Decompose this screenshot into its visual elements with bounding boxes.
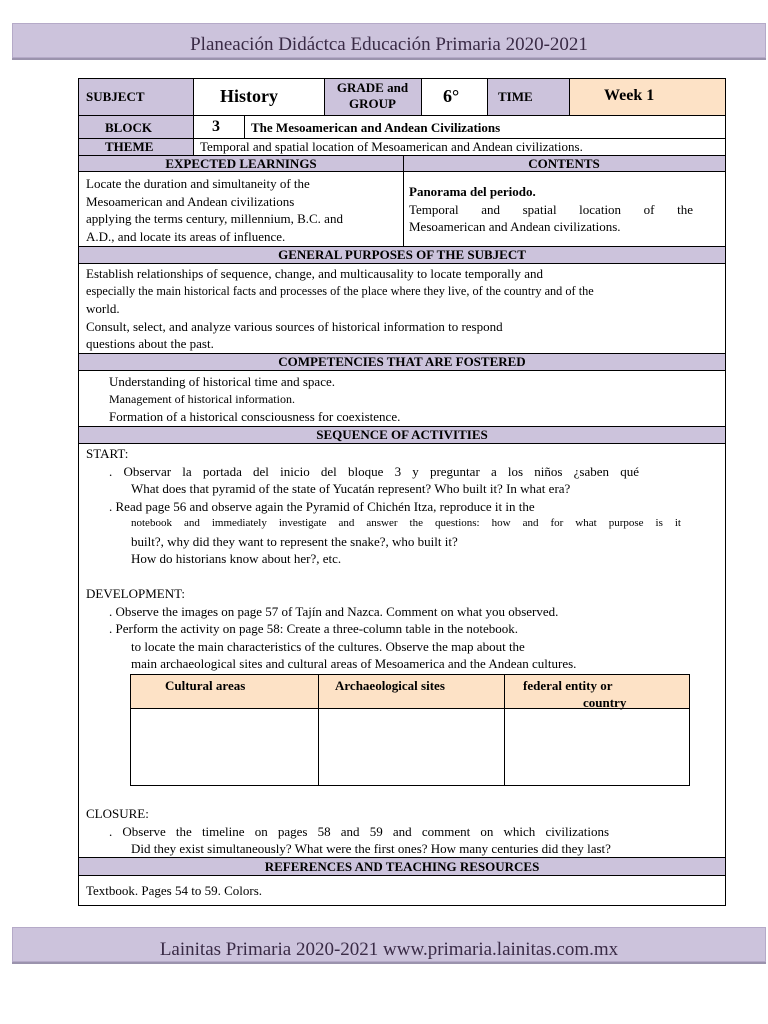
table-cell-archaeological-sites[interactable] bbox=[319, 709, 504, 785]
footer-banner-text: Lainitas Primaria 2020-2021 www.primaria.lainitas.com.mx bbox=[159, 939, 619, 960]
development-line: to locate the main characteristics of the cultures. Observe the map about the bbox=[131, 638, 525, 654]
sequence-heading: SEQUENCE OF ACTIVITIES bbox=[79, 426, 725, 444]
development-line: . Perform the activity on page 58: Create a three-column table in the notebook. bbox=[109, 621, 519, 636]
competency-item: Understanding of historical time and space. bbox=[109, 374, 335, 389]
development-section bbox=[86, 585, 718, 673]
time-value: Week 1 bbox=[604, 87, 655, 104]
learnings-line: Locate the duration and simultaneity of the bbox=[86, 176, 310, 191]
grade-value: 6° bbox=[443, 86, 460, 106]
start-label: START: bbox=[86, 446, 129, 461]
closure-line: . Observe the timeline on pages 58 and 59 and comment on which civilizations bbox=[109, 823, 609, 839]
purposes-line: Establish relationships of sequence, change, and multicausality to locate temporally and bbox=[86, 266, 544, 281]
purposes-line: especially the main historical facts and processes of the place where they live, of the country and of the bbox=[86, 283, 594, 298]
grade-value-cell bbox=[421, 79, 487, 115]
start-section bbox=[86, 445, 718, 568]
development-line: main archaeological sites and cultural areas of Mesoamerica and the Andean cultures. bbox=[131, 656, 577, 671]
time-label-cell bbox=[487, 79, 569, 115]
start-line: What does that pyramid of the state of Yucatán represent? Who built it? In what era? bbox=[131, 481, 571, 496]
start-line: . Observar la portada del inicio del bloque 3 y preguntar a los niños ¿saben qué bbox=[109, 463, 639, 479]
contents-title: Panorama del periodo. bbox=[409, 184, 536, 199]
contents-line: Temporal and spatial location of the bbox=[409, 201, 693, 217]
lesson-plan-table bbox=[78, 78, 726, 906]
grade-label-cell bbox=[324, 79, 421, 115]
contents-heading: CONTENTS bbox=[528, 156, 600, 171]
purposes-text bbox=[86, 265, 718, 353]
closure-section bbox=[86, 805, 718, 858]
cultures-table-header bbox=[131, 675, 689, 709]
block-label: BLOCK bbox=[105, 120, 152, 135]
subject-value-cell bbox=[193, 79, 324, 115]
competencies-list bbox=[109, 373, 709, 426]
time-value-cell bbox=[569, 79, 725, 115]
time-label: TIME bbox=[498, 89, 533, 104]
cultures-table bbox=[130, 674, 690, 786]
subject-label-cell bbox=[79, 79, 193, 115]
col-country: country bbox=[583, 695, 627, 710]
grade-label: GRADE and GROUP bbox=[336, 80, 409, 111]
table-cell-federal-entity[interactable] bbox=[505, 709, 689, 785]
subject-value: History bbox=[220, 86, 278, 106]
development-line: . Observe the images on page 57 of Tajín and Nazca. Comment on what you observed. bbox=[109, 603, 559, 619]
references-heading: REFERENCES AND TEACHING RESOURCES bbox=[79, 857, 725, 876]
contents-line: Mesoamerican and Andean civilizations. bbox=[409, 219, 621, 234]
purposes-line: questions about the past. bbox=[86, 336, 214, 351]
col-cultural-areas: Cultural areas bbox=[165, 678, 246, 693]
closure-line: Did they exist simultaneously? What were the first ones? How many centuries did they last? bbox=[131, 841, 611, 856]
col-archaeological-sites: Archaeological sites bbox=[335, 678, 445, 693]
start-line: notebook and immediately investigate and answer the questions: how and for what purpose is it bbox=[131, 517, 681, 529]
learnings-line: A.D., and locate its areas of influence. bbox=[86, 228, 286, 244]
contents-text bbox=[409, 183, 693, 236]
competencies-heading: COMPETENCIES THAT ARE FOSTERED bbox=[79, 353, 725, 371]
learnings-line: applying the terms century, millennium, B.C. and bbox=[86, 211, 343, 226]
development-label: DEVELOPMENT: bbox=[86, 586, 186, 601]
theme-label-cell bbox=[79, 139, 193, 155]
table-cell-cultural-areas[interactable] bbox=[131, 709, 318, 785]
purposes-line: world. bbox=[86, 301, 120, 316]
learnings-text bbox=[86, 175, 398, 245]
start-line: How do historians know about her?, etc. bbox=[131, 551, 342, 566]
learnings-heading: EXPECTED LEARNINGS bbox=[165, 156, 317, 171]
block-label-cell bbox=[79, 116, 193, 139]
closure-label: CLOSURE: bbox=[86, 806, 149, 821]
references-text: Textbook. Pages 54 to 59. Colors. bbox=[86, 883, 263, 898]
start-line: built?, why did they want to represent the snake?, who built it? bbox=[131, 533, 458, 549]
competency-item: Formation of a historical consciousness for coexistence. bbox=[109, 409, 401, 424]
header-banner-text: Planeación Didáctca Educación Primaria 2020-2021 bbox=[190, 34, 588, 55]
block-value: 3 bbox=[212, 118, 220, 135]
purposes-heading: GENERAL PURPOSES OF THE SUBJECT bbox=[79, 246, 725, 264]
subject-label: SUBJECT bbox=[86, 89, 145, 104]
theme-value: Temporal and spatial location of Mesoamerican and Andean civilizations. bbox=[200, 139, 583, 154]
start-line: . Read page 56 and observe again the Pyramid of Chichén Itza, reproduce it in the bbox=[109, 498, 535, 514]
block-title: The Mesoamerican and Andean Civilizations bbox=[251, 120, 501, 135]
competency-item: Management of historical information. bbox=[109, 391, 295, 406]
footer-banner bbox=[12, 927, 766, 962]
theme-label: THEME bbox=[105, 139, 154, 154]
col-federal-entity: federal entity or bbox=[523, 678, 613, 693]
learnings-line: Mesoamerican and Andean civilizations bbox=[86, 193, 295, 209]
purposes-line: Consult, select, and analyze various sources of historical information to respond bbox=[86, 318, 503, 334]
header-banner bbox=[12, 23, 766, 58]
